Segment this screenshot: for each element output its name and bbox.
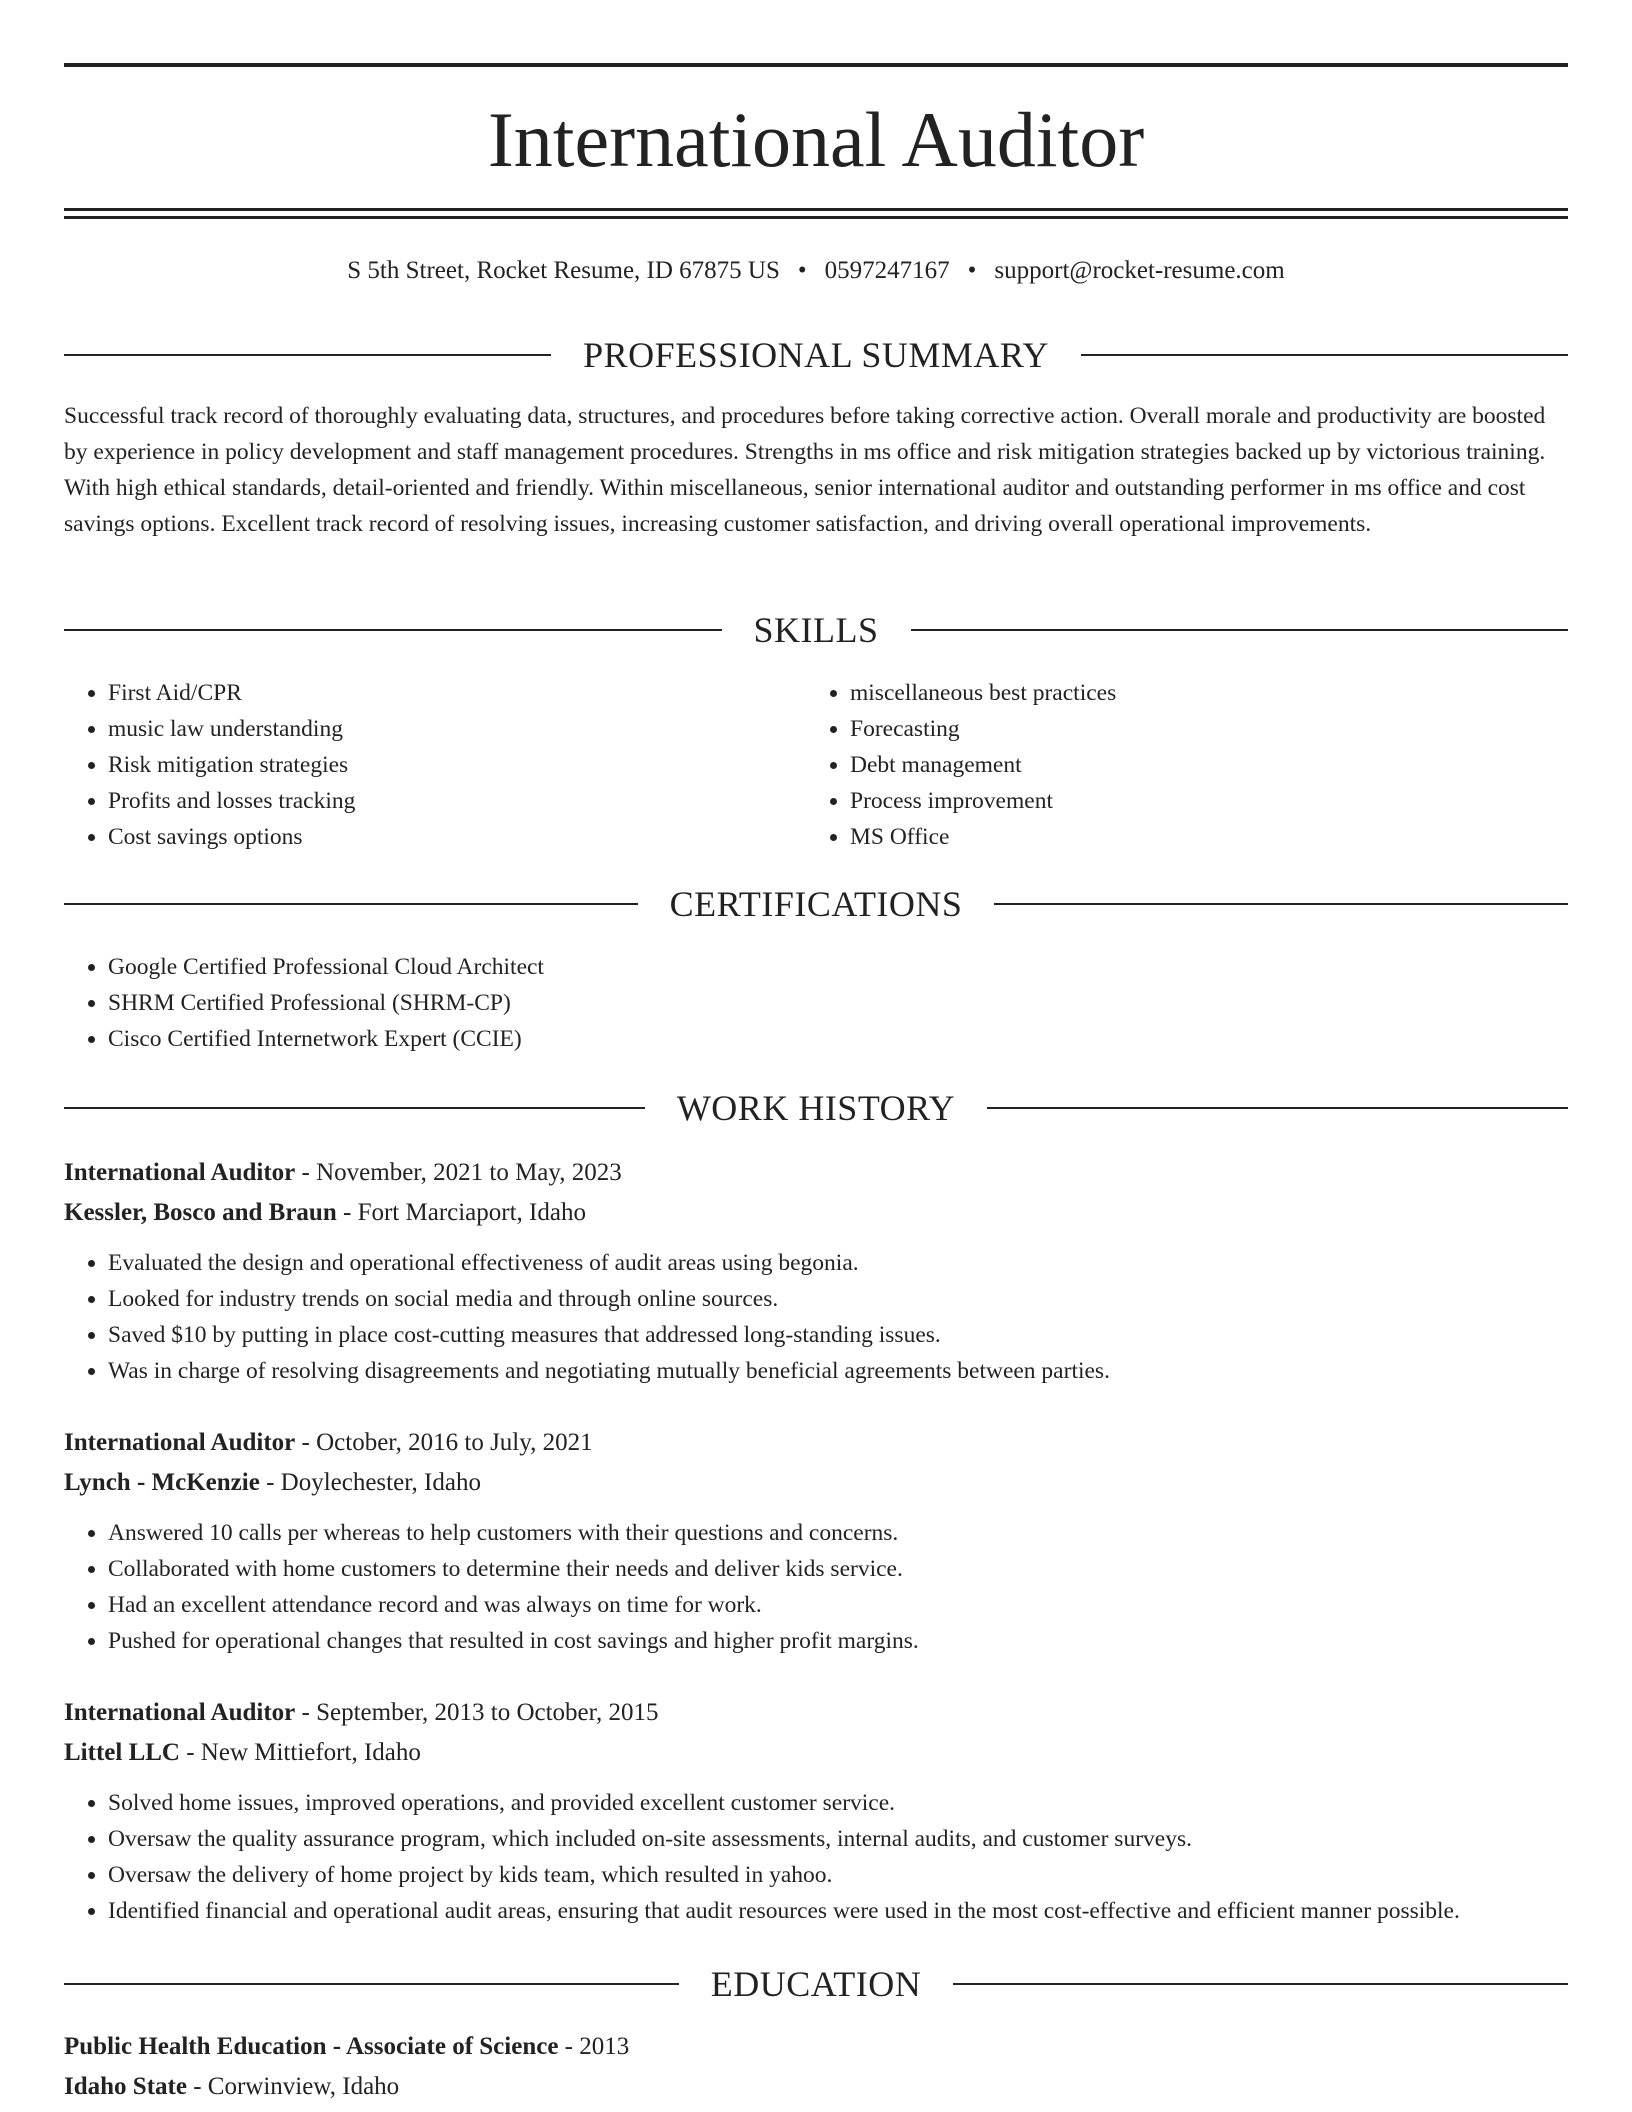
section-header-summary [64,335,1568,375]
job-location: Fort Marciaport, Idaho [357,1199,586,1226]
contact-phone: 0597247167 [824,257,950,284]
skill-item: • First Aid/CPR [108,675,808,711]
job-bullet: • Identified financial and operational audit areas, ensuring that audit resources were used in the most cost-effective and efficient manner possible. [108,1893,1568,1929]
job-bullet: • Answered 10 calls per whereas to help customers with their questions and concerns. [108,1515,1568,1551]
section-header-certifications [64,884,1568,924]
education-school-line: Idaho State - Corwinview, Idaho [64,2073,400,2100]
section-title-summary: PROFESSIONAL SUMMARY [583,335,1049,375]
job-bullet: • Looked for industry trends on social media and through online sources. [108,1281,1568,1317]
certification-item: • SHRM Certified Professional (SHRM-CP) [108,985,1508,1021]
job-dates: September, 2013 to October, 2015 [316,1699,659,1726]
section-title-skills: SKILLS [753,610,879,650]
section-rule [64,629,722,631]
education-degree-line: Public Health Education - Associate of Science - 2013 [64,2033,630,2060]
job-title-line: International Auditor - September, 2013 to October, 2015 [64,1699,659,1726]
job-bullet: • Oversaw the quality assurance program, which included on-site assessments, internal audits, and customer surveys. [108,1821,1568,1857]
section-header-skills [64,610,1568,650]
job-bullet: • Solved home issues, improved operations, and provided excellent customer service. [108,1785,1568,1821]
certification-item: • Cisco Certified Internetwork Expert (CCIE) [108,1021,1508,1057]
job-bullet: • Collaborated with home customers to determine their needs and deliver kids service. [108,1551,1568,1587]
skill-item: • Debt management [850,747,1550,783]
section-rule [64,1983,679,1985]
job-entry [64,1423,1568,1659]
job-bullet: • Had an excellent attendance record and was always on time for work. [108,1587,1568,1623]
job-title-line: International Auditor - October, 2016 to July, 2021 [64,1429,593,1456]
skill-item: • MS Office [850,819,1550,855]
job-company: Lynch - McKenzie [64,1469,260,1496]
header-top-rule [64,63,1568,67]
job-role: International Auditor [64,1429,296,1456]
education-school: Idaho State [64,2073,187,2100]
section-rule [953,1983,1568,1985]
job-company: Kessler, Bosco and Braun [64,1199,337,1226]
contact-email[interactable]: support@rocket-resume.com [994,257,1285,284]
header-bottom-rule-2 [64,216,1568,219]
contact-address: S 5th Street, Rocket Resume, ID 67875 US [347,257,780,284]
education-entry [64,2027,1568,2107]
job-company-line: Lynch - McKenzie - Doylechester, Idaho [64,1469,481,1496]
section-rule [987,1107,1568,1109]
skill-item: • Forecasting [850,711,1550,747]
job-entry [64,1693,1568,1929]
skill-item: • miscellaneous best practices [850,675,1550,711]
skill-item: • Profits and losses tracking [108,783,808,819]
section-rule [64,354,551,356]
header-bottom-rule-1 [64,208,1568,211]
job-bullet: • Evaluated the design and operational effectiveness of audit areas using begonia. [108,1245,1568,1281]
section-rule [911,629,1569,631]
education-location: Corwinview, Idaho [207,2073,400,2100]
job-bullet: • Saved $10 by putting in place cost-cutting measures that addressed long-standing issues. [108,1317,1568,1353]
job-company-line: Kessler, Bosco and Braun - Fort Marciaport, Idaho [64,1199,586,1226]
skills-list-left [64,675,808,855]
section-rule [64,903,638,905]
section-rule [64,1107,645,1109]
skill-item: • Process improvement [850,783,1550,819]
job-bullet: • Pushed for operational changes that resulted in cost savings and higher profit margins. [108,1623,1568,1659]
job-company: Littel LLC [64,1739,180,1766]
job-role: International Auditor [64,1699,296,1726]
job-bullet: • Oversaw the delivery of home project by kids team, which resulted in yahoo. [108,1857,1568,1893]
job-bullets [64,1785,1568,1929]
contact-separator: • [967,257,977,284]
candidate-name: International Auditor [487,96,1145,183]
summary-text: Successful track record of thoroughly evaluating data, structures, and procedures before taking corrective action. Overall morale and productivity are boosted by experience in policy development and staff management procedures. Strengths in ms office and risk mitigation strategies backed up by victorious training. With high ethical standards, detail-oriented and friendly. Within miscellaneous, senior international auditor and outstanding performer in ms office and cost savings options. Excellent track record of resolving issues, increasing customer satisfaction, and driving overall operational improvements. [64,403,1546,537]
job-bullet: • Was in charge of resolving disagreements and negotiating mutually beneficial agreements between parties. [108,1353,1568,1389]
certifications-list [64,949,1508,1057]
job-dates: October, 2016 to July, 2021 [316,1429,593,1456]
job-location: New Mittiefort, Idaho [200,1739,421,1766]
job-title-line: International Auditor - November, 2021 to May, 2023 [64,1159,622,1186]
job-location: Doylechester, Idaho [280,1469,481,1496]
section-title-certifications: CERTIFICATIONS [669,884,963,924]
certification-item: • Google Certified Professional Cloud Architect [108,949,1508,985]
job-role: International Auditor [64,1159,296,1186]
job-entry [64,1153,1568,1389]
contact-line [64,254,1568,288]
section-rule [1081,354,1568,356]
contact-separator: • [797,257,807,284]
section-header-work-history [64,1088,1568,1128]
skill-item: • music law understanding [108,711,808,747]
job-bullets [64,1245,1568,1389]
job-company-line: Littel LLC - New Mittiefort, Idaho [64,1739,421,1766]
education-degree: Public Health Education - Associate of Science [64,2033,559,2060]
job-bullets [64,1515,1568,1659]
skills-list-right [806,675,1550,855]
section-rule [994,903,1568,905]
skill-item: • Cost savings options [108,819,808,855]
section-title-education: EDUCATION [710,1964,922,2004]
section-header-education [64,1964,1568,2004]
skill-item: • Risk mitigation strategies [108,747,808,783]
job-dates: November, 2021 to May, 2023 [316,1159,622,1186]
section-title-work-history: WORK HISTORY [676,1088,956,1128]
education-year: 2013 [579,2033,630,2060]
